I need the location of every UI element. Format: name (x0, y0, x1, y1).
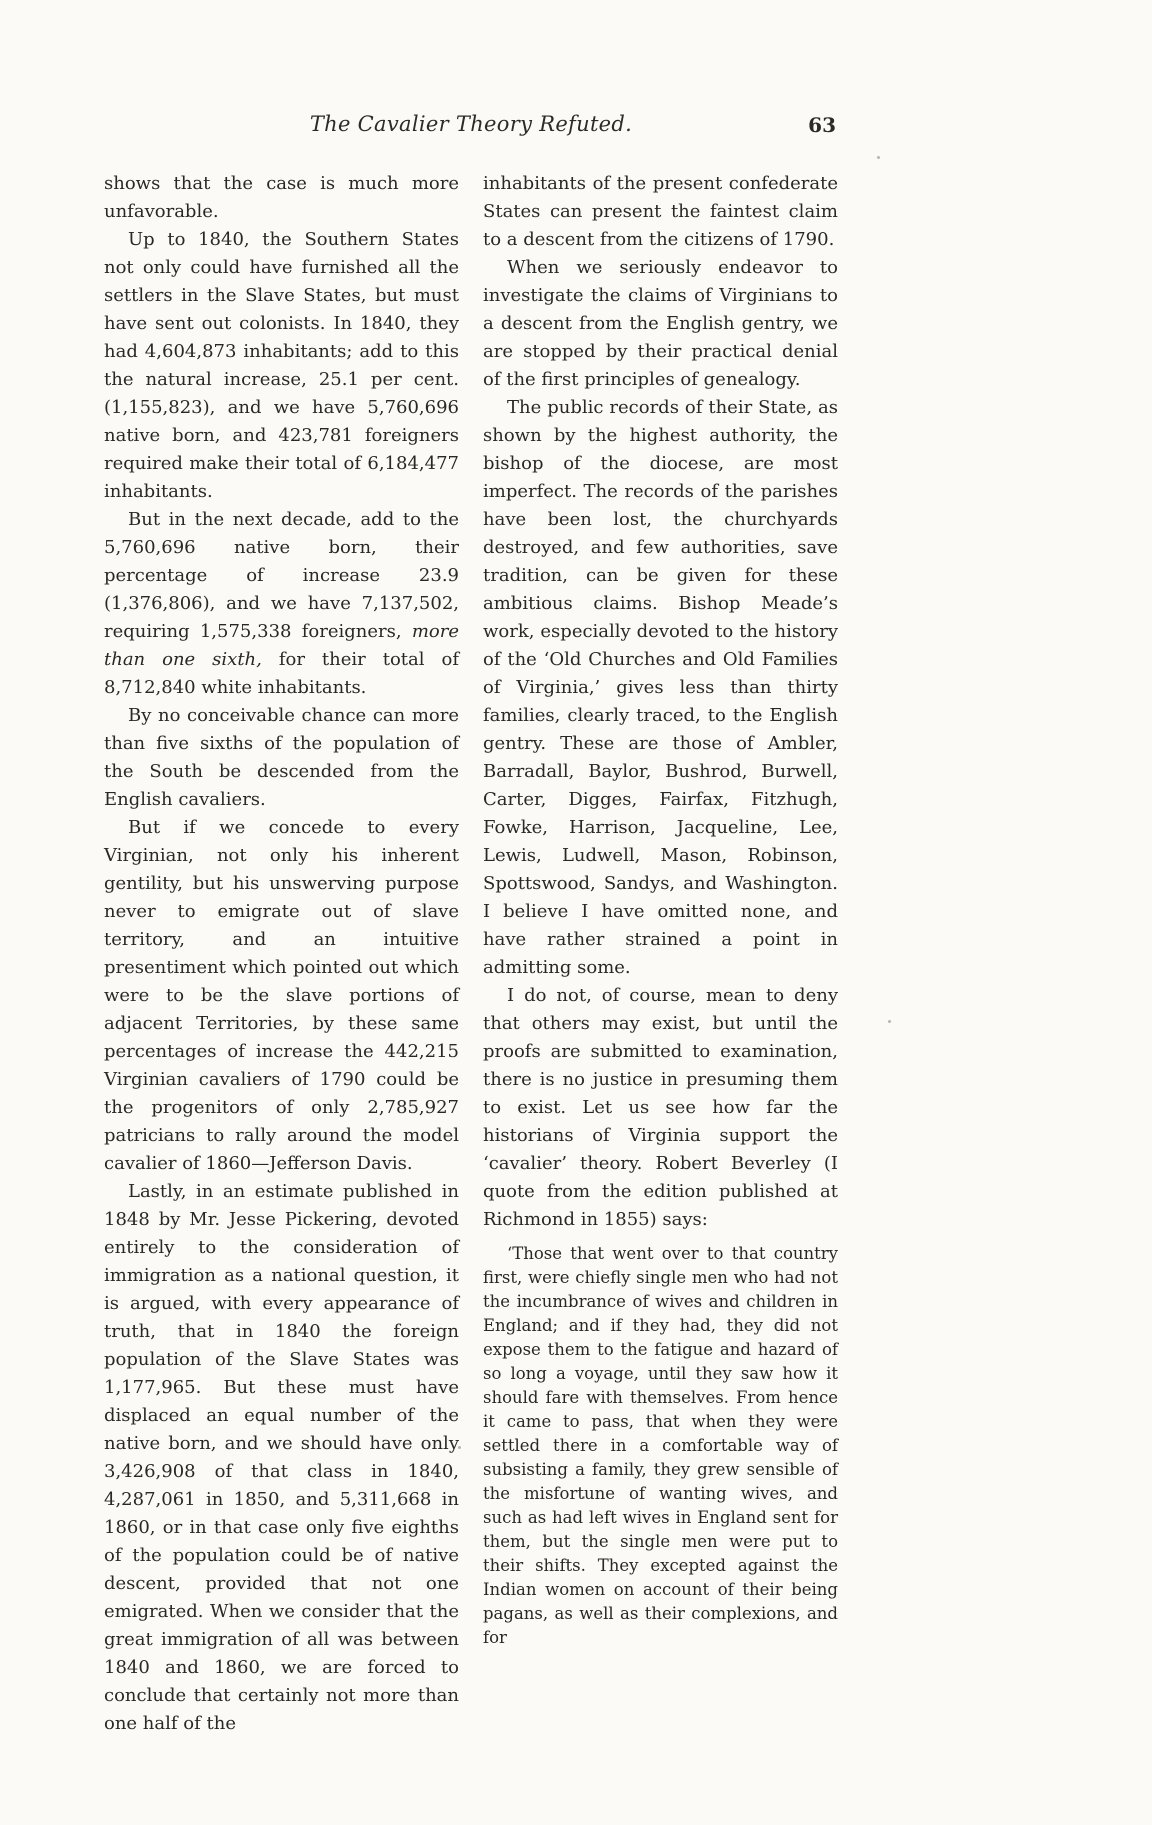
paragraph: But if we concede to every Virginian, not only his inherent gentility, but his unswerving purpose never to emigrate out of slave territory, and an intuitive presentiment which pointed out which were to be the slave portions of adjacent Territories, by these same percentages of increase the 442,215 Virginian cavaliers of 1790 could be the progenitors of only 2,785,927 patricians to rally around the model cavalier of 1860—Jefferson Davis. (104, 817, 459, 1174)
running-title: The Cavalier Theory Refuted. (309, 112, 633, 136)
two-column-text (104, 170, 838, 1738)
paragraph: When we seriously endeavor to investigate the claims of Virginians to a descent from the English gentry, we are stopped by their practical denial of the first principles of genealogy. (483, 257, 838, 390)
paragraph-text: But in the next decade, add to the 5,760,696 native born, their percentage of increase 23.9 (1,376,806), and we have 7,137,502, requiring 1,575,338 foreigners, (104, 509, 459, 642)
paragraph: Lastly, in an estimate published in 1848 by Mr. Jesse Pickering, devoted entirely to the consideration of immigration as a national question, it is argued, with every appearance of truth, that in 1840 the foreign population of the Slave States was 1,177,965. But these must have displaced an equal number of the native born, and we should have only 3,426,908 of that class in 1840, 4,287,061 in 1850, and 5,311,668 in 1860, or in that case only five eighths of the population could be of native descent, provided that not one emigrated. When we consider that the great immigration of all was between 1840 and 1860, we are forced to conclude that certainly not more than one half of the (104, 1181, 459, 1734)
italic-phrase: more than one sixth, (104, 621, 459, 670)
page-content (104, 112, 838, 1738)
left-column (104, 170, 459, 1738)
page-header (104, 112, 838, 144)
paragraph: Up to 1840, the Southern States not only could have furnished all the settlers in the Slave States, but must have sent out colonists. In 1840, they had 4,604,873 inhabitants; add to this the natural increase, 25.1 per cent. (1,155,823), and we have 5,760,696 native born, and 423,781 foreigners required make their total of 6,184,477 inhabitants. (104, 229, 459, 502)
page-number: 63 (808, 113, 836, 137)
scan-speck (888, 1020, 891, 1023)
scan-speck (458, 1446, 461, 1449)
paragraph: shows that the case is much more unfavorable. (104, 173, 459, 222)
paragraph (104, 506, 459, 702)
paragraph-text: for their total of 8,712,840 white inhabitants. (104, 649, 459, 698)
scan-speck (877, 156, 880, 159)
paragraph: I do not, of course, mean to deny that others may exist, but until the proofs are submitted to examination, there is no justice in presuming them to exist. Let us see how far the historians of Virginia support the ‘cavalier’ theory. Robert Beverley (I quote from the edition published at Richmond in 1855) says: (483, 985, 838, 1230)
paragraph: By no conceivable chance can more than five sixths of the population of the South be descended from the English cavaliers. (104, 705, 459, 810)
right-column (483, 170, 838, 1650)
scan-speck (582, 1496, 585, 1499)
paragraph: inhabitants of the present confederate States can present the faintest claim to a descent from the citizens of 1790. (483, 173, 838, 250)
paragraph: The public records of their State, as shown by the highest authority, the bishop of the diocese, are most imperfect. The records of the parishes have been lost, the churchyards destroyed, and few authorities, save tradition, can be given for these ambitious claims. Bishop Meade’s work, especially devoted to the history of the ‘Old Churches and Old Families of Virginia,’ gives less than thirty families, clearly traced, to the English gentry. These are those of Ambler, Barradall, Baylor, Bushrod, Burwell, Carter, Digges, Fairfax, Fitzhugh, Fowke, Harrison, Jacqueline, Lee, Lewis, Ludwell, Mason, Robinson, Spottswood, Sandys, and Washington. I believe I have omitted none, and have rather strained a point in admitting some. (483, 397, 838, 978)
block-quote: ‘Those that went over to that country first, were chiefly single men who had not the incumbrance of wives and children in England; and if they had, they did not expose them to the fatigue and hazard of so long a voyage, until they saw how it should fare with themselves. From hence it came to pass, that when they were settled there in a comfortable way of subsisting a family, they grew sensible of the misfortune of wanting wives, and such as had left wives in England sent for them, but the single men were put to their shifts. They excepted against the Indian women on account of their being pagans, as well as their complexions, and for (483, 1244, 838, 1647)
